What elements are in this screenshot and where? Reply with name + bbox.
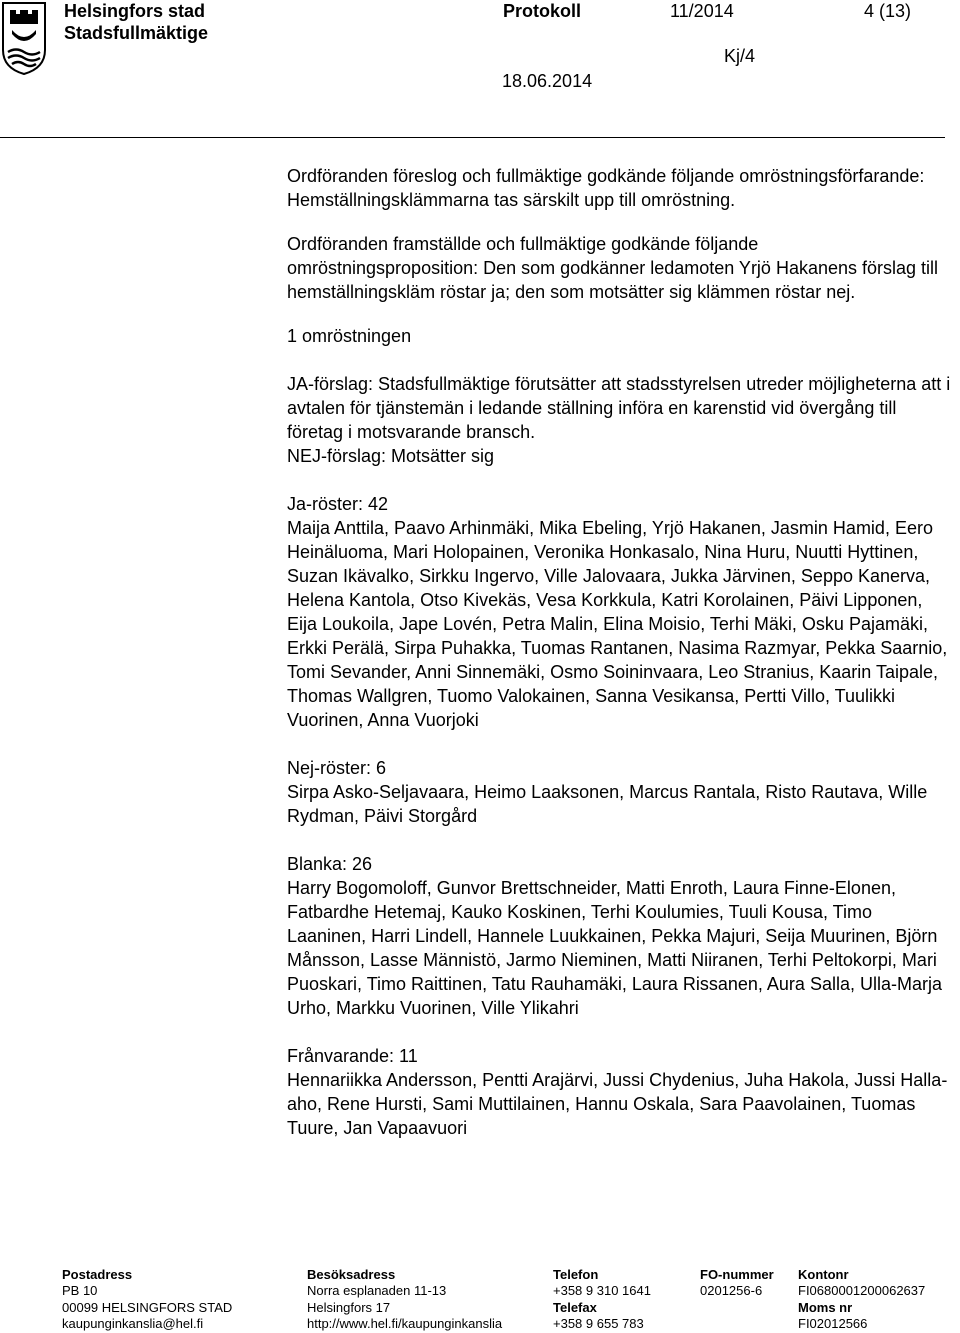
proposition-paragraph: Ordföranden framställde och fullmäktige godkände följande omröstningsproposition: Den som godkänner ledamoten Yrjö Hakanens förslag till hemställningskläm röstar ja; den som motsätter sig klämmen röstar nej. (287, 234, 939, 302)
city-crest-logo (0, 0, 48, 76)
nej-proposal: NEJ-förslag: Motsätter sig (287, 446, 495, 466)
vote-title: 1 omröstningen (287, 326, 412, 346)
footer-fo (700, 1267, 774, 1300)
footer-account-number: FI0680001200062637 (798, 1283, 926, 1299)
blank-votes-names: Harry Bogomoloff, Gunvor Brettschneider, Matti Enroth, Laura Finne-Elonen, Fatbardhe Hetemaj, Kauko Koskinen, Terhi Koulumies, Tuuli Kousa, Timo Laaninen, Harri Lindell, Hannele Luukkainen, Pekka Majuri, Seija Muurinen, Björn Månsson, Lasse Männistö, Jarmo Nieminen, Matti Niiranen, Terhi Peltokorpi, Mari Puoskari, Timo Raittinen, Tatu Rauhamäki, Laura Rissanen, Aura Salla, Ulla-Marja Urho, Markku Vuorinen, Ville Ylikahri (287, 878, 942, 1018)
footer-fax-number: +358 9 655 783 (553, 1316, 644, 1332)
footer-fax-label: Telefax (553, 1299, 597, 1315)
header-page: 4 (13) (864, 1, 912, 21)
footer-postal (62, 1267, 232, 1333)
absent-heading: Frånvarande: 11 (287, 1046, 418, 1066)
footer-vat-number: FI02012566 (798, 1316, 868, 1332)
footer-phone-label: Telefon (553, 1267, 599, 1282)
absent-names: Hennariikka Andersson, Pentti Arajärvi, Jussi Chydenius, Juha Hakola, Jussi Halla-aho, Rene Hursti, Sami Muttilainen, Hannu Oskala, Sara Paavolainen, Tuomas Tuure, Jan Vapaavuori (287, 1070, 948, 1138)
header-doc-type: Protokoll (503, 1, 582, 21)
blank-votes-heading: Blanka: 26 (287, 854, 373, 874)
footer-visit-label: Besöksadress (307, 1267, 396, 1282)
procedure-paragraph: Ordföranden föreslog och fullmäktige godkände följande omröstningsförfarande: Hemställningsklämmarna tas särskilt upp till omröstning. (287, 166, 925, 210)
footer-email-link[interactable]: kaupunginkanslia@hel.fi (62, 1316, 204, 1332)
header-number: 11/2014 (670, 1, 734, 21)
footer-account (798, 1267, 925, 1333)
header-org: Helsingfors stad (64, 1, 206, 21)
footer-phone-number: +358 9 310 1641 (553, 1283, 651, 1299)
footer-visit-line2: Helsingfors 17 (307, 1299, 391, 1315)
footer-website-link[interactable]: http://www.hel.fi/kaupunginkanslia (307, 1316, 503, 1332)
footer-postal-line2: 00099 HELSINGFORS STAD (62, 1299, 233, 1315)
ja-proposal: JA-förslag: Stadsfullmäktige förutsätter att stadsstyrelsen utreder möjligheterna att i avtalen för tjänstemän i ledande ställning införa en karenstid vid övergång till företag i motsvarande bransch. (287, 374, 951, 442)
protocol-body (287, 164, 952, 1140)
footer-visit-line1: Norra esplanaden 11-13 (307, 1283, 447, 1299)
header-date: 18.06.2014 (502, 71, 593, 91)
footer-phone (553, 1267, 651, 1333)
footer-fo-number: 0201256-6 (700, 1283, 763, 1299)
nej-votes-names: Sirpa Asko-Seljavaara, Heimo Laaksonen, Marcus Rantala, Risto Rautava, Wille Rydman, Päivi Storgård (287, 782, 928, 826)
header-body: Stadsfullmäktige (64, 23, 209, 43)
footer-fo-label: FO-nummer (700, 1267, 774, 1282)
header-item: Kj/4 (724, 46, 756, 66)
footer-postal-label: Postadress (62, 1267, 133, 1282)
footer-vat-label: Moms nr (798, 1299, 853, 1315)
ja-votes-names: Maija Anttila, Paavo Arhinmäki, Mika Ebeling, Yrjö Hakanen, Jasmin Hamid, Eero Heinäluoma, Mari Holopainen, Veronika Honkasalo, Nina Huru, Nuutti Hyttinen, Suzan Ikävalko, Sirkku Ingervo, Ville Jalovaara, Jukka Järvinen, Seppo Kanerva, Helena Kantola, Otso Kivekäs, Vesa Korkkula, Katri Korolainen, Päivi Lipponen, Eija Loukoila, Jape Lovén, Petra Malin, Elina Moisio, Terhi Mäki, Osku Pajamäki, Erkki Perälä, Sirpa Puhakka, Tuomas Rantanen, Nasima Razmyar, Pekka Saarnio, Tomi Sevander, Anni Sinnemäki, Osmo Soininvaara, Leo Stranius, Kaarin Taipale, Thomas Wallgren, Tuomo Valokainen, Sanna Vesikansa, Pertti Villo, Tuulikki Vuorinen, Anna Vuorjoki (287, 518, 948, 730)
footer-account-label: Kontonr (798, 1267, 849, 1282)
header-divider (0, 137, 945, 138)
nej-votes-heading: Nej-röster: 6 (287, 758, 387, 778)
footer-visit (307, 1267, 502, 1333)
footer-postal-line1: PB 10 (62, 1283, 98, 1299)
ja-votes-heading: Ja-röster: 42 (287, 494, 389, 514)
